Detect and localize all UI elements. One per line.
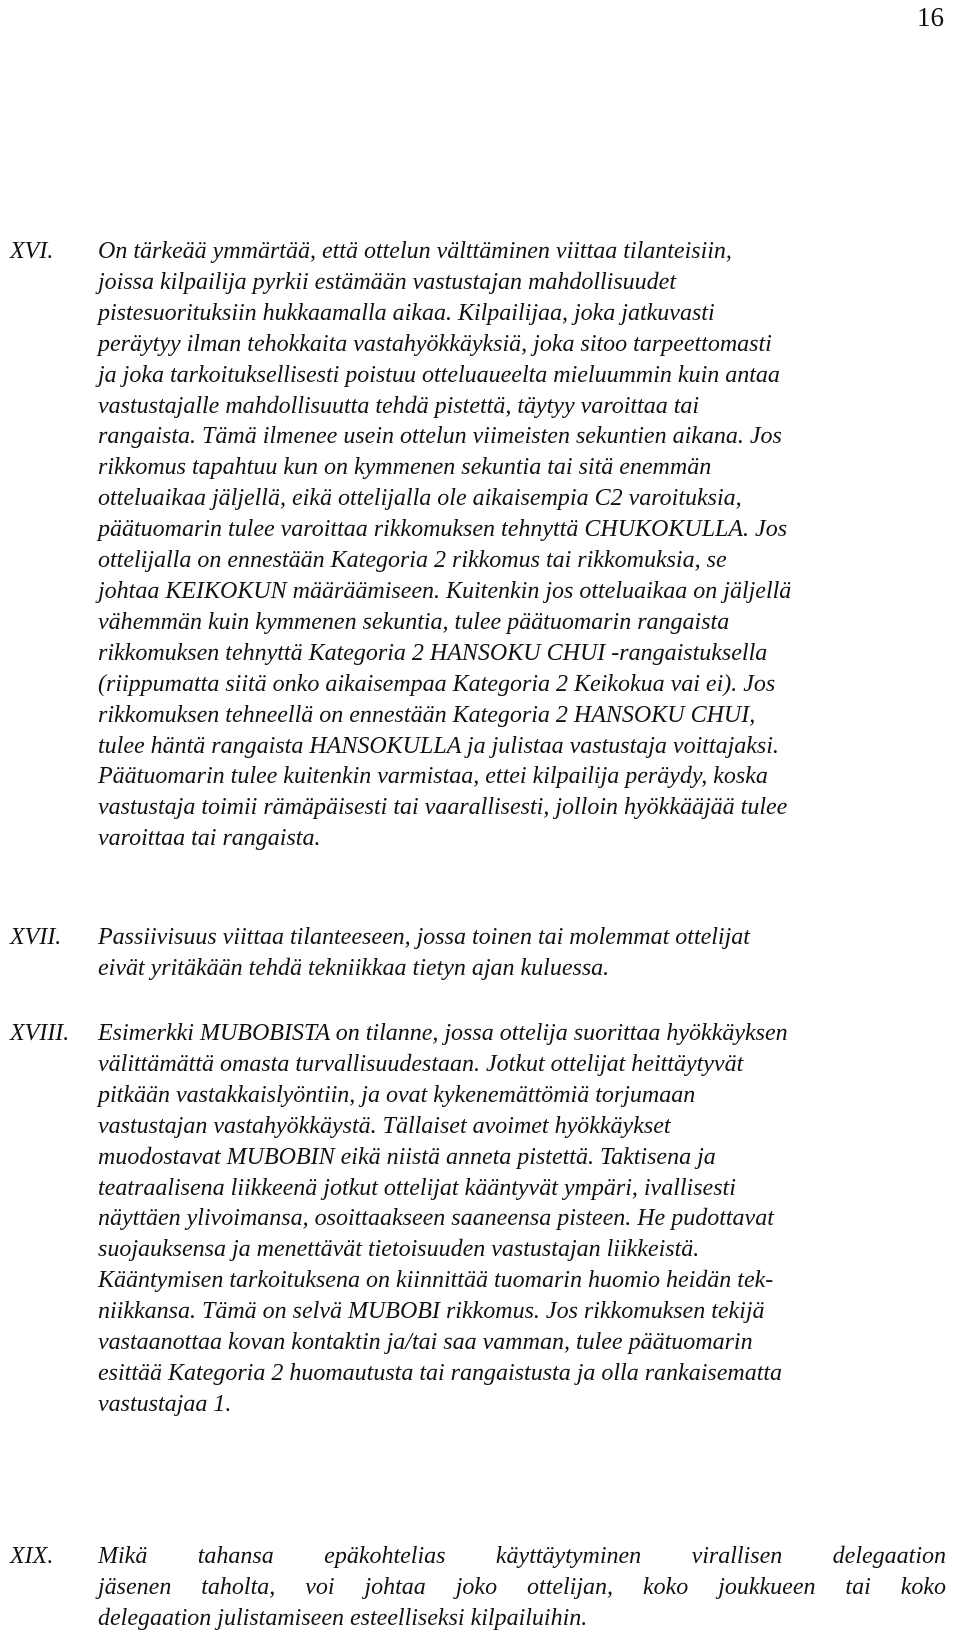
text-line: vastustajalle mahdollisuutta tehdä pistettä, täytyy varoittaa tai [98, 392, 700, 419]
text-line: jäsenen taholta, voi johtaa joko ottelijan, koko joukkueen tai koko [98, 1573, 946, 1600]
text-line: vastaanottaa kovan kontaktin ja/tai saa vamman, tulee päätuomarin [98, 1329, 753, 1356]
text-line: tulee häntä rangaista HANSOKULLA ja julistaa vastustaja voittajaksi. [98, 732, 779, 759]
text-line: Passiivisuus viittaa tilanteeseen, jossa toinen tai molemmat ottelijat [98, 924, 750, 950]
section-numeral: XIX. [10, 1543, 54, 1569]
text-line: ja joka tarkoituksellisesti poistuu otteluaueelta mieluummin kuin antaa [98, 361, 780, 388]
text-line: suojauksensa ja menettävät tietoisuuden vastustajan liikkeistä. [98, 1236, 700, 1263]
page-number: 16 [917, 2, 944, 32]
text-line: varoittaa tai rangaista. [98, 825, 321, 852]
section-text [98, 1018, 946, 1420]
text-line: joissa kilpailija pyrkii estämään vastustajan mahdollisuudet [98, 268, 676, 295]
text-line: teatraalisena liikkeenä jotkut ottelijat kääntyvät ympäri, ivallisesti [98, 1174, 736, 1201]
text-line: ottelijalla on ennestään Kategoria 2 rikkomus tai rikkomuksia, se [98, 547, 727, 574]
text-line: On tärkeää ymmärtää, että ottelun välttäminen viittaa tilanteisiin, [98, 238, 732, 264]
text-line: Mikä tahansa epäkohtelias käyttäytyminen virallisen delegaation [98, 1543, 946, 1569]
text-line: näyttäen ylivoimansa, osoittaakseen saaneensa pisteen. He pudottavat [98, 1205, 774, 1232]
section-numeral: XVI. [10, 238, 54, 264]
text-line: vähemmän kuin kymmenen sekuntia, tulee päätuomarin rangaista [98, 608, 730, 635]
section-text [98, 236, 946, 854]
text-line: välittämättä omasta turvallisuudestaan. Jotkut ottelijat heittäytyvät [98, 1050, 744, 1077]
text-line: Kääntymisen tarkoituksena on kiinnittää tuomarin huomio heidän tek- [98, 1267, 774, 1294]
text-line: peräytyy ilman tehokkaita vastahyökkäyksiä, joka sitoo tarpeettomasti [98, 330, 772, 357]
text-line: Päätuomarin tulee kuitenkin varmistaa, ettei kilpailija peräydy, koska [98, 763, 768, 790]
section-numeral: XVIII. [10, 1020, 70, 1046]
text-line: (riippumatta siitä onko aikaisempaa Kategoria 2 Keikokua vai ei). Jos [98, 670, 776, 697]
text-line: päätuomarin tulee varoittaa rikkomuksen tehnyttä CHUKOKULLA. Jos [98, 516, 788, 543]
text-line: vastustajan vastahyökkäystä. Tällaiset avoimet hyökkäykset [98, 1112, 671, 1139]
section-text [98, 1541, 946, 1634]
text-line: rikkomuksen tehnyttä Kategoria 2 HANSOKU CHUI -rangaistuksella [98, 639, 768, 666]
text-line: vastustaja toimii rämäpäisesti tai vaarallisesti, jolloin hyökkääjää tulee [98, 794, 788, 821]
text-line: rikkomuksen tehneellä on ennestään Kategoria 2 HANSOKU CHUI, [98, 701, 756, 728]
text-line: delegaation julistamiseen esteelliseksi kilpailuihin. [98, 1604, 588, 1631]
text-line: esittää Kategoria 2 huomautusta tai rangaistusta ja olla rankaisematta [98, 1359, 783, 1386]
text-line: johtaa KEIKOKUN määräämiseen. Kuitenkin jos otteluaikaa on jäljellä [98, 577, 792, 604]
text-line: rikkomus tapahtuu kun on kymmenen sekuntia tai sitä enemmän [98, 454, 712, 481]
text-line: rangaista. Tämä ilmenee usein ottelun viimeisten sekuntien aikana. Jos [98, 423, 782, 450]
text-line: pitkään vastakkaislyöntiin, ja ovat kykenemättömiä torjumaan [98, 1081, 696, 1108]
text-line: muodostavat MUBOBIN eikä niistä anneta pistettä. Taktisena ja [98, 1143, 716, 1170]
text-line: otteluaikaa jäljellä, eikä ottelijalla ole aikaisempia C2 varoituksia, [98, 485, 742, 512]
text-line: Esimerkki MUBOBISTA on tilanne, jossa ottelija suorittaa hyökkäyksen [98, 1020, 788, 1046]
text-line: niikkansa. Tämä on selvä MUBOBI rikkomus. Jos rikkomuksen tekijä [98, 1298, 765, 1325]
text-line: vastustajaa 1. [98, 1390, 232, 1417]
text-line: eivät yritäkään tehdä tekniikkaa tietyn ajan kuluessa. [98, 954, 610, 981]
text-line: pistesuorituksiin hukkaamalla aikaa. Kilpailijaa, joka jatkuvasti [98, 299, 715, 326]
section-text [98, 922, 946, 984]
section-numeral: XVII. [10, 924, 62, 950]
